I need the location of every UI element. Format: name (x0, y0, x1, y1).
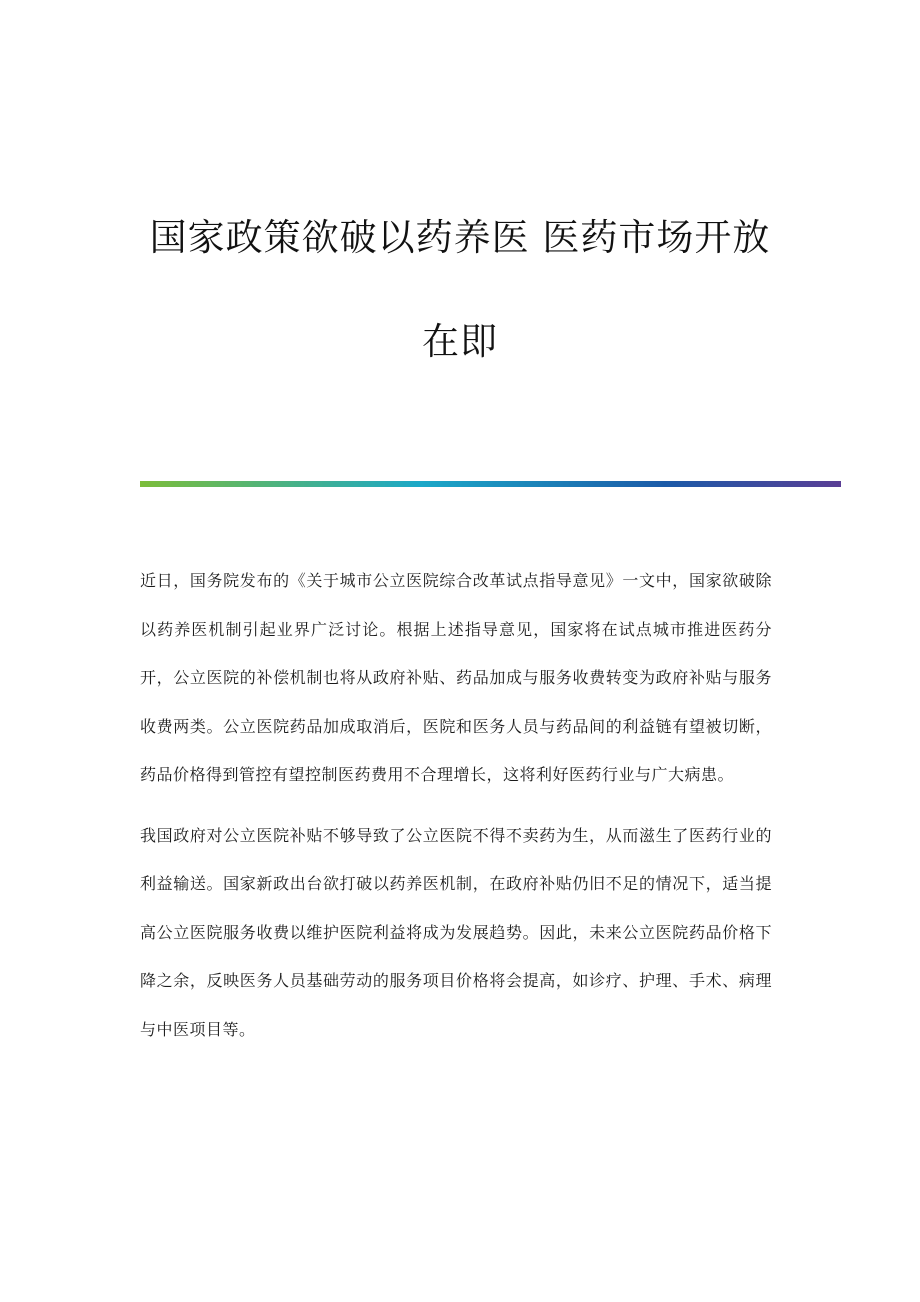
body-paragraph-2: 我国政府对公立医院补贴不够导致了公立医院不得不卖药为生，从而滋生了医药行业的利益输送。国家新政出台欲打破以药养医机制，在政府补贴仍旧不足的情况下，适当提高公立医院服务收费以维护医院利益将成为发展趋势。因此，未来公立医院药品价格下降之余，反映医务人员基础劳动的服务项目价格将会提高，如诊疗、护理、手术、病理与中医项目等。 (140, 825, 772, 1039)
body-paragraph-1: 近日，国务院发布的《关于城市公立医院综合改革试点指导意见》一文中，国家欲破除以药养医机制引起业界广泛讨论。根据上述指导意见，国家将在试点城市推进医药分开，公立医院的补偿机制也将从政府补贴、药品加成与服务收费转变为政府补贴与服务收费两类。公立医院药品加成取消后，医院和医务人员与药品间的利益链有望被切断，药品价格得到管控有望控制医药费用不合理增长，这将利好医药行业与广大病患。 (140, 571, 772, 784)
document-title-line-2: 在即 (422, 320, 498, 363)
document-body (140, 557, 772, 1066)
document-title (120, 186, 800, 394)
gradient-divider (140, 481, 841, 487)
document-title-line-1: 国家政策欲破以药养医 医药市场开放 (149, 216, 771, 259)
